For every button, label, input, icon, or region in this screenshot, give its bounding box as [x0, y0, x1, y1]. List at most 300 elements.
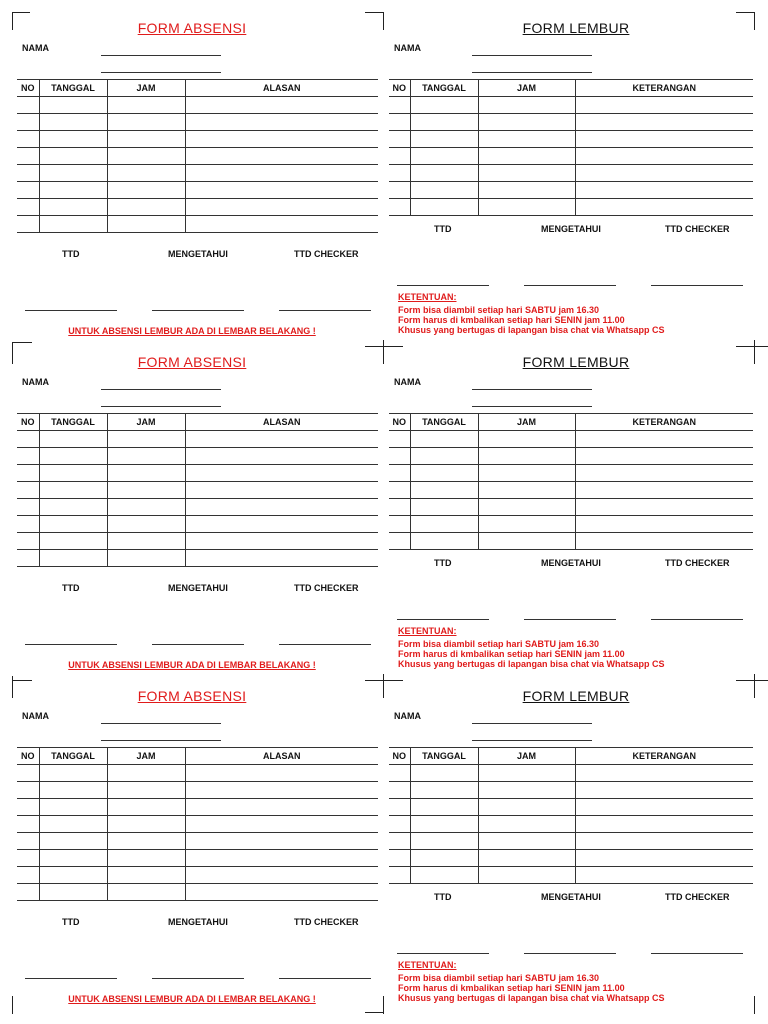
- absensi-row: [17, 216, 378, 233]
- table-cell[interactable]: [107, 533, 185, 550]
- lembur-row: [389, 199, 753, 216]
- sig-label-ttd: TTD: [434, 558, 452, 568]
- table-cell[interactable]: [389, 816, 410, 833]
- table-cell[interactable]: [185, 833, 378, 850]
- absensi-title: FORM ABSENSI: [137, 20, 247, 36]
- table-cell[interactable]: [410, 782, 478, 799]
- table-cell[interactable]: [185, 850, 378, 867]
- table-cell[interactable]: [478, 850, 575, 867]
- col-header-tanggal: TANGGAL: [410, 748, 478, 765]
- lembur-form: [384, 668, 768, 1002]
- table-cell[interactable]: [410, 482, 478, 499]
- absensi-nama-field-2[interactable]: [101, 72, 221, 73]
- absensi-title: FORM ABSENSI: [137, 354, 247, 370]
- crop-mark: [754, 674, 755, 698]
- rule-item: Khusus yang bertugas di lapangan bisa chat via Whatsapp CS: [398, 659, 665, 669]
- table-cell[interactable]: [107, 816, 185, 833]
- table-cell[interactable]: [39, 482, 107, 499]
- col-header-jam: JAM: [478, 80, 575, 97]
- table-cell[interactable]: [478, 516, 575, 533]
- table-cell[interactable]: [107, 216, 185, 233]
- table-cell[interactable]: [107, 799, 185, 816]
- table-cell[interactable]: [107, 833, 185, 850]
- lembur-row: [389, 114, 753, 131]
- table-cell[interactable]: [389, 199, 410, 216]
- table-cell[interactable]: [107, 782, 185, 799]
- table-cell[interactable]: [17, 533, 39, 550]
- table-cell[interactable]: [185, 816, 378, 833]
- lembur-row: [389, 867, 753, 884]
- sig-label-ttd-checker: TTD CHECKER: [665, 558, 730, 568]
- table-cell[interactable]: [410, 131, 478, 148]
- table-cell[interactable]: [107, 448, 185, 465]
- lembur-title: FORM LEMBUR: [522, 688, 630, 704]
- table-cell[interactable]: [39, 97, 107, 114]
- table-cell[interactable]: [185, 799, 378, 816]
- absensi-nama-field-2[interactable]: [101, 740, 221, 741]
- table-cell[interactable]: [575, 199, 753, 216]
- sig-line-ttd-checker[interactable]: [651, 619, 743, 620]
- sig-line-ttd-checker[interactable]: [651, 285, 743, 286]
- table-cell[interactable]: [478, 499, 575, 516]
- table-cell[interactable]: [185, 516, 378, 533]
- col-header-tanggal: TANGGAL: [410, 414, 478, 431]
- table-cell[interactable]: [575, 799, 753, 816]
- table-cell[interactable]: [185, 465, 378, 482]
- table-cell[interactable]: [17, 199, 39, 216]
- sig-label-ttd-checker: TTD CHECKER: [665, 892, 730, 902]
- table-cell[interactable]: [478, 114, 575, 131]
- table-cell[interactable]: [389, 465, 410, 482]
- table-cell[interactable]: [389, 499, 410, 516]
- table-cell[interactable]: [39, 216, 107, 233]
- absensi-nama-field[interactable]: [101, 389, 221, 390]
- lembur-form: [384, 334, 768, 668]
- absensi-row: [17, 867, 378, 884]
- table-cell[interactable]: [185, 165, 378, 182]
- table-cell[interactable]: [107, 182, 185, 199]
- table-cell[interactable]: [389, 765, 410, 782]
- table-cell[interactable]: [107, 550, 185, 567]
- lembur-row: [389, 182, 753, 199]
- table-cell[interactable]: [478, 782, 575, 799]
- col-header-keterangan: KETERANGAN: [575, 80, 753, 97]
- rule-item: Khusus yang bertugas di lapangan bisa chat via Whatsapp CS: [398, 325, 665, 335]
- table-cell[interactable]: [39, 148, 107, 165]
- table-cell[interactable]: [389, 165, 410, 182]
- table-cell[interactable]: [389, 533, 410, 550]
- sig-label-mengetahui: MENGETAHUI: [168, 583, 228, 593]
- table-cell[interactable]: [107, 97, 185, 114]
- table-cell[interactable]: [39, 114, 107, 131]
- table-cell[interactable]: [389, 850, 410, 867]
- table-cell[interactable]: [410, 516, 478, 533]
- table-cell[interactable]: [107, 465, 185, 482]
- table-cell[interactable]: [17, 148, 39, 165]
- lembur-row: [389, 850, 753, 867]
- absensi-row: [17, 448, 378, 465]
- table-cell[interactable]: [389, 516, 410, 533]
- table-cell[interactable]: [389, 431, 410, 448]
- table-cell[interactable]: [39, 782, 107, 799]
- table-cell[interactable]: [39, 199, 107, 216]
- table-cell[interactable]: [410, 850, 478, 867]
- lembur-row: [389, 833, 753, 850]
- sig-line-mengetahui[interactable]: [524, 953, 616, 954]
- absensi-note: UNTUK ABSENSI LEMBUR ADA DI LEMBAR BELAKANG !: [68, 660, 316, 670]
- table-cell[interactable]: [185, 765, 378, 782]
- rule-item: Form harus di kmbalikan setiap hari SENIN jam 11.00: [398, 315, 625, 325]
- table-cell[interactable]: [39, 448, 107, 465]
- table-cell[interactable]: [39, 799, 107, 816]
- table-cell[interactable]: [39, 131, 107, 148]
- sig-line-ttd[interactable]: [397, 953, 489, 954]
- table-cell[interactable]: [107, 114, 185, 131]
- table-cell[interactable]: [39, 816, 107, 833]
- lembur-nama-field[interactable]: [472, 389, 592, 390]
- table-cell[interactable]: [575, 867, 753, 884]
- table-cell[interactable]: [478, 448, 575, 465]
- table-cell[interactable]: [39, 765, 107, 782]
- table-cell[interactable]: [17, 833, 39, 850]
- table-cell[interactable]: [575, 182, 753, 199]
- table-cell[interactable]: [39, 165, 107, 182]
- table-cell[interactable]: [478, 165, 575, 182]
- sig-line-ttd[interactable]: [25, 644, 117, 645]
- absensi-row: [17, 131, 378, 148]
- table-cell[interactable]: [185, 482, 378, 499]
- absensi-row: [17, 533, 378, 550]
- table-cell[interactable]: [575, 782, 753, 799]
- sig-line-mengetahui[interactable]: [152, 310, 244, 311]
- sig-line-mengetahui[interactable]: [152, 644, 244, 645]
- lembur-row: [389, 482, 753, 499]
- table-cell[interactable]: [575, 533, 753, 550]
- table-cell[interactable]: [185, 867, 378, 884]
- table-cell[interactable]: [17, 448, 39, 465]
- table-cell[interactable]: [17, 431, 39, 448]
- table-cell[interactable]: [17, 114, 39, 131]
- rule-item: Form bisa diambil setiap hari SABTU jam 16.30: [398, 639, 600, 649]
- table-cell[interactable]: [107, 165, 185, 182]
- form-pair: [0, 334, 768, 668]
- sig-line-ttd[interactable]: [25, 310, 117, 311]
- absensi-nama-field[interactable]: [101, 55, 221, 56]
- table-cell[interactable]: [575, 833, 753, 850]
- lembur-row: [389, 131, 753, 148]
- table-cell[interactable]: [107, 431, 185, 448]
- col-header-alasan: ALASAN: [185, 414, 378, 431]
- lembur-header-row: [389, 748, 753, 765]
- absensi-row: [17, 465, 378, 482]
- table-cell[interactable]: [17, 782, 39, 799]
- table-cell[interactable]: [410, 431, 478, 448]
- crop-mark: [12, 12, 13, 30]
- table-cell[interactable]: [39, 533, 107, 550]
- table-cell[interactable]: [478, 833, 575, 850]
- table-cell[interactable]: [389, 799, 410, 816]
- table-cell[interactable]: [17, 550, 39, 567]
- table-cell[interactable]: [410, 465, 478, 482]
- col-header-jam: JAM: [107, 80, 185, 97]
- table-cell[interactable]: [39, 833, 107, 850]
- table-cell[interactable]: [39, 884, 107, 901]
- crop-mark: [754, 996, 755, 1014]
- rules-box: [398, 292, 665, 335]
- table-cell[interactable]: [389, 182, 410, 199]
- lembur-nama-field[interactable]: [472, 723, 592, 724]
- crop-mark: [383, 12, 384, 30]
- rules-heading: KETENTUAN:: [398, 292, 457, 302]
- col-header-no: NO: [17, 748, 39, 765]
- absensi-nama-label: NAMA: [22, 377, 49, 387]
- col-header-tanggal: TANGGAL: [39, 80, 107, 97]
- table-cell[interactable]: [575, 850, 753, 867]
- table-cell[interactable]: [39, 499, 107, 516]
- table-cell[interactable]: [478, 816, 575, 833]
- table-cell[interactable]: [39, 431, 107, 448]
- table-cell[interactable]: [410, 97, 478, 114]
- table-cell[interactable]: [478, 182, 575, 199]
- absensi-nama-label: NAMA: [22, 711, 49, 721]
- sig-line-mengetahui[interactable]: [524, 619, 616, 620]
- absensi-row: [17, 550, 378, 567]
- table-cell[interactable]: [39, 465, 107, 482]
- table-cell[interactable]: [17, 465, 39, 482]
- table-cell[interactable]: [575, 165, 753, 182]
- table-cell[interactable]: [185, 97, 378, 114]
- table-cell[interactable]: [575, 114, 753, 131]
- crop-mark: [754, 340, 755, 364]
- sig-label-ttd: TTD: [434, 224, 452, 234]
- table-cell[interactable]: [575, 765, 753, 782]
- table-cell[interactable]: [185, 114, 378, 131]
- absensi-table: [17, 79, 378, 233]
- rule-item: Form bisa diambil setiap hari SABTU jam 16.30: [398, 305, 600, 315]
- table-cell[interactable]: [410, 816, 478, 833]
- table-cell[interactable]: [17, 216, 39, 233]
- table-cell[interactable]: [478, 199, 575, 216]
- sig-line-ttd-checker[interactable]: [279, 644, 371, 645]
- table-cell[interactable]: [17, 516, 39, 533]
- table-cell[interactable]: [410, 165, 478, 182]
- sig-line-mengetahui[interactable]: [524, 285, 616, 286]
- sig-label-ttd: TTD: [62, 917, 80, 927]
- sig-line-ttd[interactable]: [397, 619, 489, 620]
- table-cell[interactable]: [575, 499, 753, 516]
- table-cell[interactable]: [389, 782, 410, 799]
- table-cell[interactable]: [185, 431, 378, 448]
- table-cell[interactable]: [478, 97, 575, 114]
- table-cell[interactable]: [17, 850, 39, 867]
- absensi-nama-field[interactable]: [101, 723, 221, 724]
- table-cell[interactable]: [575, 97, 753, 114]
- table-cell[interactable]: [107, 199, 185, 216]
- lembur-row: [389, 97, 753, 114]
- table-cell[interactable]: [575, 816, 753, 833]
- table-cell[interactable]: [389, 482, 410, 499]
- absensi-row: [17, 97, 378, 114]
- table-cell[interactable]: [39, 550, 107, 567]
- table-cell[interactable]: [185, 499, 378, 516]
- table-cell[interactable]: [185, 550, 378, 567]
- col-header-keterangan: KETERANGAN: [575, 414, 753, 431]
- table-cell[interactable]: [389, 448, 410, 465]
- table-cell[interactable]: [575, 448, 753, 465]
- absensi-note: UNTUK ABSENSI LEMBUR ADA DI LEMBAR BELAKANG !: [68, 994, 316, 1004]
- table-cell[interactable]: [17, 867, 39, 884]
- table-cell[interactable]: [107, 516, 185, 533]
- sig-line-ttd-checker[interactable]: [651, 953, 743, 954]
- table-cell[interactable]: [17, 816, 39, 833]
- table-cell[interactable]: [575, 465, 753, 482]
- lembur-nama-label: NAMA: [394, 43, 421, 53]
- col-header-jam: JAM: [478, 414, 575, 431]
- table-cell[interactable]: [389, 833, 410, 850]
- table-cell[interactable]: [17, 97, 39, 114]
- table-cell[interactable]: [107, 765, 185, 782]
- absensi-row: [17, 816, 378, 833]
- col-header-tanggal: TANGGAL: [39, 414, 107, 431]
- table-cell[interactable]: [185, 216, 378, 233]
- col-header-no: NO: [17, 414, 39, 431]
- table-cell[interactable]: [39, 516, 107, 533]
- table-cell[interactable]: [389, 867, 410, 884]
- lembur-row: [389, 816, 753, 833]
- absensi-row: [17, 165, 378, 182]
- lembur-header-row: [389, 414, 753, 431]
- table-cell[interactable]: [17, 165, 39, 182]
- table-cell[interactable]: [410, 199, 478, 216]
- sig-line-ttd[interactable]: [25, 978, 117, 979]
- lembur-table: [389, 413, 753, 550]
- table-cell[interactable]: [478, 799, 575, 816]
- table-cell[interactable]: [185, 131, 378, 148]
- lembur-nama-field-2[interactable]: [472, 740, 592, 741]
- lembur-nama-field-2[interactable]: [472, 72, 592, 73]
- table-cell[interactable]: [478, 482, 575, 499]
- table-cell[interactable]: [17, 799, 39, 816]
- lembur-form: [384, 0, 768, 334]
- table-cell[interactable]: [389, 114, 410, 131]
- lembur-nama-label: NAMA: [394, 377, 421, 387]
- crop-mark: [383, 996, 384, 1014]
- table-cell[interactable]: [389, 148, 410, 165]
- table-cell[interactable]: [17, 765, 39, 782]
- sig-line-ttd-checker[interactable]: [279, 978, 371, 979]
- table-cell[interactable]: [39, 867, 107, 884]
- absensi-form: [0, 0, 384, 334]
- col-header-no: NO: [17, 80, 39, 97]
- lembur-nama-field[interactable]: [472, 55, 592, 56]
- table-cell[interactable]: [17, 499, 39, 516]
- lembur-row: [389, 499, 753, 516]
- table-cell[interactable]: [107, 131, 185, 148]
- table-cell[interactable]: [478, 131, 575, 148]
- table-cell[interactable]: [17, 182, 39, 199]
- table-cell[interactable]: [410, 799, 478, 816]
- table-cell[interactable]: [185, 884, 378, 901]
- table-cell[interactable]: [185, 148, 378, 165]
- table-cell[interactable]: [410, 867, 478, 884]
- table-cell[interactable]: [107, 148, 185, 165]
- sig-label-ttd-checker: TTD CHECKER: [294, 917, 359, 927]
- table-cell[interactable]: [575, 516, 753, 533]
- table-cell[interactable]: [478, 867, 575, 884]
- rules-box: [398, 626, 665, 669]
- table-cell[interactable]: [410, 765, 478, 782]
- absensi-nama-field-2[interactable]: [101, 406, 221, 407]
- crop-mark: [383, 340, 384, 364]
- table-cell[interactable]: [389, 97, 410, 114]
- table-cell[interactable]: [107, 850, 185, 867]
- absensi-row: [17, 182, 378, 199]
- table-cell[interactable]: [478, 765, 575, 782]
- absensi-row: [17, 114, 378, 131]
- sig-label-ttd: TTD: [434, 892, 452, 902]
- sig-label-ttd-checker: TTD CHECKER: [665, 224, 730, 234]
- table-cell[interactable]: [17, 884, 39, 901]
- table-cell[interactable]: [17, 482, 39, 499]
- table-cell[interactable]: [478, 431, 575, 448]
- table-cell[interactable]: [410, 182, 478, 199]
- sig-line-mengetahui[interactable]: [152, 978, 244, 979]
- lembur-row: [389, 799, 753, 816]
- absensi-title: FORM ABSENSI: [137, 688, 247, 704]
- sig-line-ttd-checker[interactable]: [279, 310, 371, 311]
- table-cell[interactable]: [410, 114, 478, 131]
- table-cell[interactable]: [575, 431, 753, 448]
- table-cell[interactable]: [185, 182, 378, 199]
- absensi-note: UNTUK ABSENSI LEMBUR ADA DI LEMBAR BELAKANG !: [68, 326, 316, 336]
- lembur-nama-field-2[interactable]: [472, 406, 592, 407]
- table-cell[interactable]: [185, 448, 378, 465]
- table-cell[interactable]: [575, 148, 753, 165]
- table-cell[interactable]: [107, 867, 185, 884]
- table-cell[interactable]: [478, 148, 575, 165]
- table-cell[interactable]: [39, 850, 107, 867]
- absensi-row: [17, 199, 378, 216]
- table-cell[interactable]: [389, 131, 410, 148]
- table-cell[interactable]: [107, 482, 185, 499]
- table-cell[interactable]: [410, 499, 478, 516]
- table-cell[interactable]: [107, 499, 185, 516]
- table-cell[interactable]: [410, 833, 478, 850]
- table-cell[interactable]: [185, 782, 378, 799]
- lembur-row: [389, 431, 753, 448]
- sig-label-ttd: TTD: [62, 249, 80, 259]
- table-cell[interactable]: [478, 533, 575, 550]
- table-cell[interactable]: [575, 482, 753, 499]
- crop-mark: [736, 680, 768, 681]
- table-cell[interactable]: [39, 182, 107, 199]
- table-cell[interactable]: [410, 533, 478, 550]
- absensi-nama-label: NAMA: [22, 43, 49, 53]
- table-cell[interactable]: [410, 148, 478, 165]
- rule-item: Khusus yang bertugas di lapangan bisa chat via Whatsapp CS: [398, 993, 665, 1003]
- table-cell[interactable]: [185, 533, 378, 550]
- table-cell[interactable]: [575, 131, 753, 148]
- lembur-row: [389, 782, 753, 799]
- table-cell[interactable]: [185, 199, 378, 216]
- table-cell[interactable]: [478, 465, 575, 482]
- table-cell[interactable]: [107, 884, 185, 901]
- col-header-jam: JAM: [107, 748, 185, 765]
- table-cell[interactable]: [17, 131, 39, 148]
- sig-line-ttd[interactable]: [397, 285, 489, 286]
- crop-mark: [12, 342, 32, 343]
- table-cell[interactable]: [410, 448, 478, 465]
